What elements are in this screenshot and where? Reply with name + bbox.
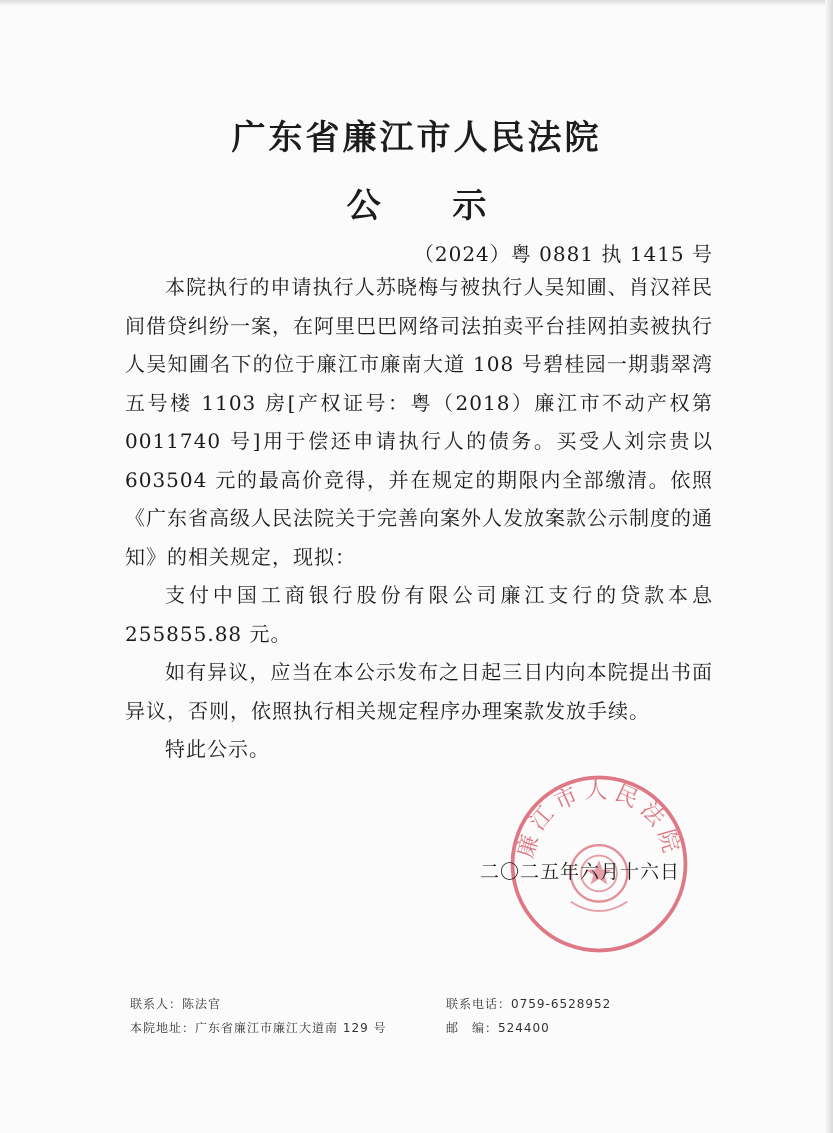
scan-edge-top <box>0 0 833 6</box>
paragraph-payment: 支付中国工商银行股份有限公司廉江支行的贷款本息 255855.88 元。 <box>125 583 713 646</box>
contact-phone: 联系电话：0759-6528952 <box>446 997 612 1011</box>
paragraph-closing: 特此公示。 <box>165 737 270 761</box>
paragraph-main: 本院执行的申请执行人苏晓梅与被执行人吴知圃、肖汉祥民间借贷纠纷一案，在阿里巴巴网络司法拍卖平台挂网拍卖被执行人吴知圃名下的位于廉江市廉南大道 108 号碧桂园一期翡翠湾五号楼 1103 房[产权证号：粤（2018）廉江市不动产权第 0011740 号]用于偿还申请执行人的债务。买受人刘宗贵以 603504 元的最高价竞得，并在规定的期限内全部缴清。依照《广东省高级人民法院关于完善向案外人发放案款公示制度的通知》的相关规定，现拟： <box>125 275 713 569</box>
case-number: （2024）粤 0881 执 1415 号 <box>413 242 713 266</box>
scan-edge-right <box>825 0 833 1133</box>
court-address: 本院地址：广东省廉江市廉江大道南 129 号 <box>130 1021 387 1035</box>
court-title: 广东省廉江市人民法院 <box>231 118 602 158</box>
contact-person: 联系人：陈法官 <box>130 997 222 1011</box>
notice-title: 公 示 <box>346 186 517 226</box>
issue-date: 二〇二五年六月十六日 <box>480 861 681 883</box>
svg-text:廉江市人民法院 <box>513 778 686 861</box>
notice-body <box>125 268 713 769</box>
postcode: 邮 编：524400 <box>446 1021 550 1035</box>
footer-contact <box>130 995 730 1043</box>
seal-text: 廉江市人民法院 <box>512 778 686 861</box>
paragraph-objection: 如有异议，应当在本公示发布之日起三日内向本院提出书面异议，否则，依照执行相关规定程序办理案款发放手续。 <box>125 660 713 723</box>
